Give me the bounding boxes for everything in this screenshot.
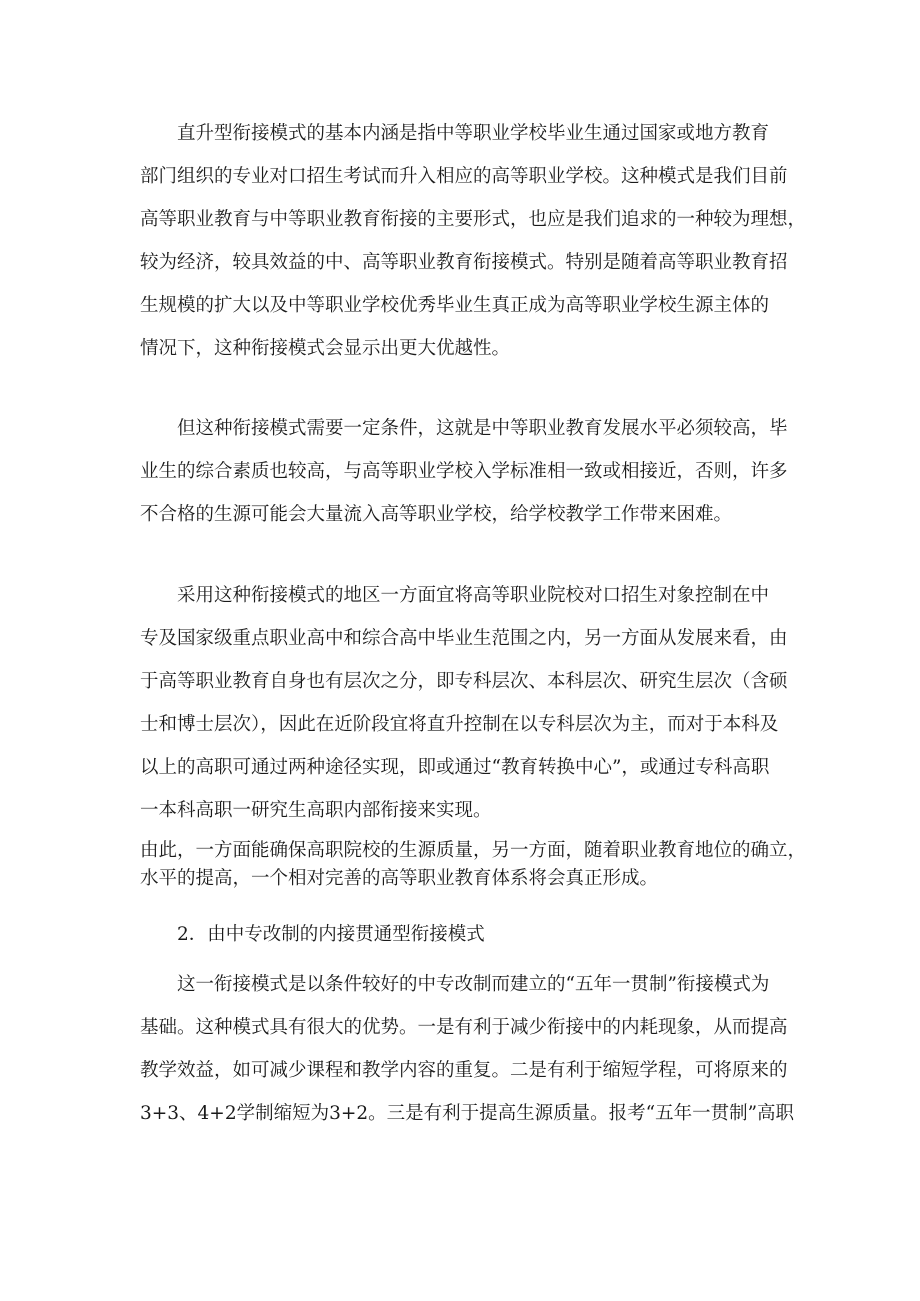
text-line: 高等职业教育与中等职业教育衔接的主要形式，也应是我们追求的一种较为理想， [140, 209, 807, 230]
text-line: 不合格的生源可能会大量流入高等职业学校，给学校教学工作带来困难。 [140, 504, 733, 525]
text-line: 士和博士层次），因此在近阶段宜将直升控制在以专科层次为主，而对于本科及 [140, 714, 779, 735]
text-line: 以上的高职可通过两种途径实现，即或通过“教育转换中心”，或通过专科高职 [140, 757, 770, 778]
section-heading [140, 913, 790, 956]
text-line: 较为经济，较具效益的中、高等职业教育衔接模式。特别是随着高等职业教育招 [140, 252, 788, 273]
paragraph-five-year-model [140, 963, 795, 1135]
text-line: 水平的提高，一个相对完善的高等职业教育体系将会真正形成。 [140, 868, 659, 889]
text-line: 由此，一方面能确保高职院校的生源质量，另一方面，随着职业教育地位的确立， [140, 840, 807, 861]
text-line: 于高等职业教育自身也有层次之分，即专科层次、本科层次、研究生层次（含硕 [140, 671, 788, 692]
text-line: 情况下，这种衔接模式会显示出更大优越性。 [140, 338, 511, 359]
paragraph-conclusion [140, 837, 807, 893]
text-line: 专及国家级重点职业高中和综合高中毕业生范围之内，另一方面从发展来看，由 [140, 628, 788, 649]
text-line: 一本科高职一研究生高职内部衔接来实现。 [140, 800, 492, 821]
text-line: 部门组织的专业对口招生考试而升入相应的高等职业学校。这种模式是我们目前 [140, 166, 788, 187]
paragraph-direct-promotion-model [140, 112, 807, 370]
text-line: 直升型衔接模式的基本内涵是指中等职业学校毕业生通过国家或地方教育 [177, 123, 770, 144]
text-line: 基础。这种模式具有很大的优势。一是有利于减少衔接中的内耗现象，从而提高 [140, 1017, 788, 1038]
text-line: 这一衔接模式是以条件较好的中专改制而建立的“五年一贯制”衔接模式为 [177, 974, 770, 995]
text-line: 3+3、4+2学制缩短为3+2。三是有利于提高生源质量。报考“五年一贯制”高职 [140, 1103, 795, 1124]
paragraph-conditions [140, 407, 790, 536]
text-line: 生规模的扩大以及中等职业学校优秀毕业生真正成为高等职业学校生源主体的 [140, 295, 770, 316]
text-line: 采用这种衔接模式的地区一方面宜将高等职业院校对口招生对象控制在中 [177, 585, 770, 606]
text-line: 业生的综合素质也较高，与高等职业学校入学标准相一致或相接近，否则，许多 [140, 461, 788, 482]
text-line: 教学效益，如可减少课程和教学内容的重复。二是有利于缩短学程，可将原来的 [140, 1060, 788, 1081]
text-line: 但这种衔接模式需要一定条件，这就是中等职业教育发展水平必须较高，毕 [177, 418, 788, 439]
paragraph-regional-adoption [140, 574, 790, 832]
heading-line: 2．由中专改制的内接贯通型衔接模式 [177, 924, 485, 945]
